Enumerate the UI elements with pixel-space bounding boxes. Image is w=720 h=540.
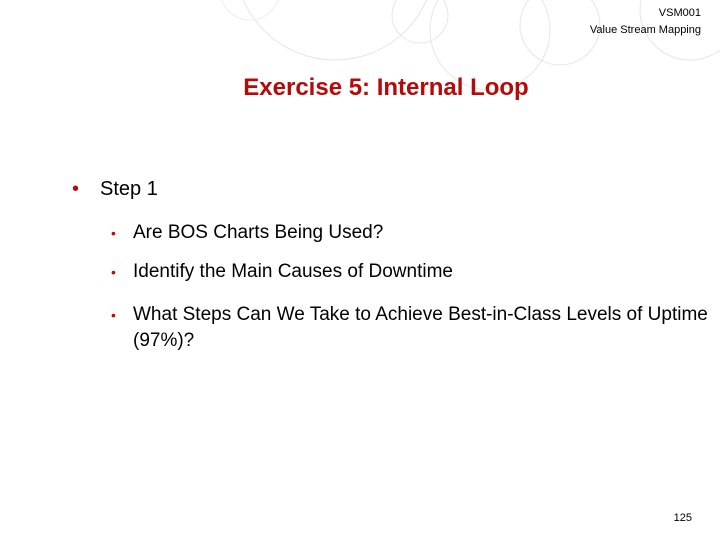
bullet-dot-icon: •	[72, 178, 80, 200]
course-code: VSM001	[658, 7, 701, 19]
bullet-dot-icon: •	[111, 225, 116, 241]
bullet-dot-icon: •	[111, 307, 116, 323]
sub-bullet	[111, 302, 711, 354]
slide-title: Exercise 5: Internal Loop	[243, 74, 529, 101]
sub-bullet-text: Identify the Main Causes of Downtime	[133, 261, 453, 282]
course-subtitle: Value Stream Mapping	[589, 24, 701, 36]
page-number: 125	[673, 512, 692, 524]
bullet-dot-icon: •	[111, 264, 116, 280]
sub-bullet	[111, 259, 711, 285]
bullet-step	[72, 176, 158, 202]
sub-bullet-text: What Steps Can We Take to Achieve Best-in-Class Levels of Uptime (97%)?	[133, 304, 708, 351]
sub-bullet	[111, 220, 711, 246]
bullet-step-text: Step 1	[100, 178, 158, 200]
sub-bullet-text: Are BOS Charts Being Used?	[133, 222, 384, 243]
